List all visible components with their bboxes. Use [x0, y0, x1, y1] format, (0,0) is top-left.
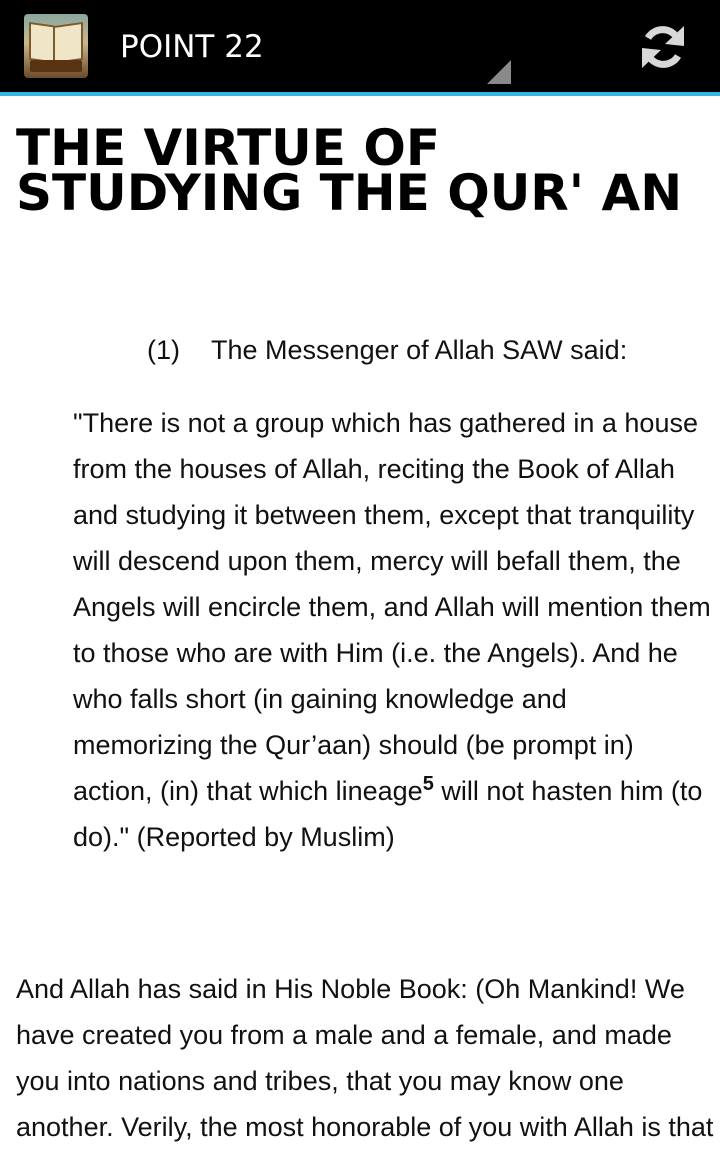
- page-title: POINT 22: [120, 29, 264, 65]
- body-paragraph: And Allah has said in His Noble Book: (Oh Mankind! We have created you from a male and a female, and made you into nations and tribes, that you may know one another. Verily, the most honorable of you with Allah is that: [16, 974, 714, 1142]
- overflow-corner-icon: [487, 60, 511, 84]
- action-bar: [0, 0, 720, 96]
- list-item-number: (1): [147, 335, 180, 365]
- quote-text-part1: "There is not a group which has gathered in a house from the houses of Allah, reciting the Book of Allah and studying it between them, except that tranquility will descend upon them, mercy will befall them, the Angels will encircle them, and Allah will mention them to those who are with Him (i.e. the Angels). And he who falls short (in gaining knowledge and memorizing the Qur’aan) should (be prompt in) action, (in) that which lineage: [73, 408, 711, 806]
- quote-text-part2: will not hasten him (to do)." (Reported by Muslim): [73, 776, 703, 852]
- list-item-text: The Messenger of Allah SAW said:: [211, 335, 628, 365]
- list-item: [147, 332, 627, 368]
- footnote-reference[interactable]: 5: [422, 773, 434, 795]
- article-heading: THE VIRTUE OF STUDYING THE QUR' AN: [16, 119, 683, 222]
- refresh-icon: [638, 22, 688, 72]
- refresh-button[interactable]: [630, 16, 696, 78]
- hadith-quote: [73, 400, 713, 860]
- quran-book-icon[interactable]: [24, 14, 88, 78]
